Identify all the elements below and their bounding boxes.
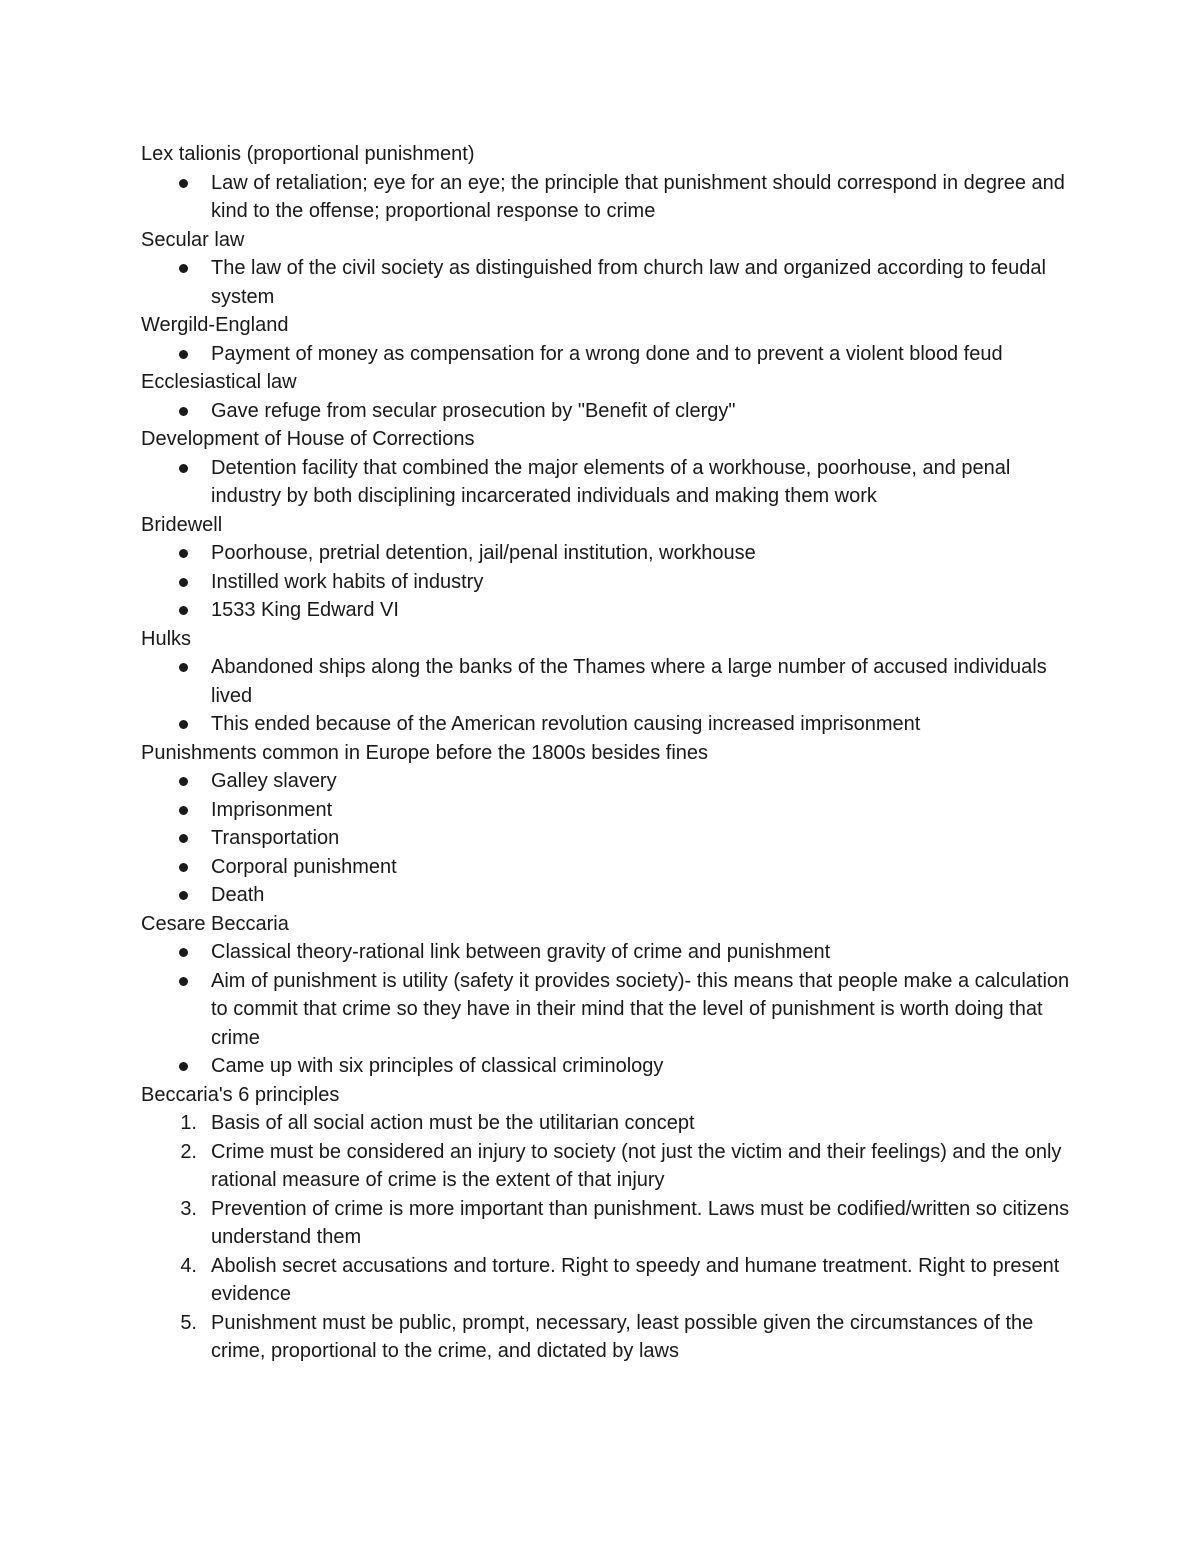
list-item-text: Prevention of crime is more important than punishment. Laws must be codified/written so citizens understand them [211, 1197, 1070, 1248]
list-item-text: The law of the civil society as distinguished from church law and organized according to feudal system [211, 257, 1046, 308]
list-item [141, 881, 1071, 910]
bullet-list [141, 254, 1071, 311]
list-item [141, 710, 1071, 739]
bullet-list [141, 653, 1071, 739]
list-item [141, 340, 1071, 369]
list-item-text: 1533 King Edward VI [211, 599, 399, 621]
list-number: 1. [180, 1112, 197, 1134]
list-item [141, 1052, 1071, 1081]
section-heading: Bridewell [141, 513, 223, 536]
list-item-text: Transportation [211, 827, 340, 849]
note-section [141, 368, 1071, 425]
list-item-text: Aim of punishment is utility (safety it provides society)- this means that people make a calculation to commit that crime so they have in their mind that the level of punishment is worth doing that crime [211, 969, 1070, 1049]
bullet-icon [179, 777, 188, 786]
list-item-text: Abolish secret accusations and torture. Right to speedy and humane treatment. Right to present evidence [211, 1254, 1060, 1305]
bullet-icon [179, 834, 188, 843]
bullet-icon [179, 464, 188, 473]
list-number: 3. [180, 1197, 197, 1220]
section-heading: Cesare Beccaria [141, 912, 289, 935]
numbered-list [141, 1109, 1071, 1366]
section-heading: Hulks [141, 627, 192, 650]
list-item [141, 254, 1071, 311]
list-number: 5. [180, 1311, 197, 1334]
note-section [141, 311, 1071, 368]
bullet-icon [179, 578, 188, 587]
list-item-text: This ended because of the American revolution causing increased imprisonment [211, 713, 921, 735]
list-item [141, 1109, 1071, 1138]
list-item [141, 454, 1071, 511]
list-item [141, 796, 1071, 825]
section-heading: Ecclesiastical law [141, 371, 297, 393]
list-item [141, 1195, 1071, 1252]
list-number: 2. [180, 1140, 197, 1163]
note-section [141, 910, 1071, 1081]
list-item-text: Poorhouse, pretrial detention, jail/penal institution, workhouse [211, 542, 756, 564]
list-item [141, 1252, 1071, 1309]
list-item-text: Law of retaliation; eye for an eye; the principle that punishment should correspond in degree and kind to the offense; proportional response to crime [211, 171, 1065, 222]
bullet-icon [179, 663, 188, 672]
list-item-text: Payment of money as compensation for a wrong done and to prevent a violent blood feud [211, 342, 1003, 365]
bullet-icon [179, 407, 188, 416]
list-item [141, 1138, 1071, 1195]
bullet-icon [179, 264, 188, 273]
bullet-icon [179, 948, 188, 957]
bullet-list [141, 539, 1071, 625]
list-item-text: Imprisonment [211, 798, 333, 821]
list-item [141, 967, 1071, 1053]
note-section [141, 140, 1071, 226]
bullet-icon [179, 1062, 188, 1071]
list-number: 4. [180, 1254, 197, 1277]
note-section [141, 1081, 1071, 1366]
section-heading: Punishments common in Europe before the 1800s besides fines [141, 741, 709, 764]
list-item [141, 568, 1071, 597]
bullet-list [141, 169, 1071, 226]
bullet-list [141, 340, 1071, 369]
bullet-icon [179, 549, 188, 558]
note-section [141, 625, 1071, 739]
bullet-icon [179, 977, 188, 986]
list-item [141, 169, 1071, 226]
section-heading: Lex talionis (proportional punishment) [141, 143, 475, 165]
list-item [141, 397, 1071, 426]
section-heading: Development of House of Corrections [141, 428, 475, 450]
section-heading: Beccaria's 6 principles [141, 1083, 340, 1106]
section-heading: Secular law [141, 228, 245, 251]
note-section [141, 425, 1071, 511]
list-item-text: Galley slavery [211, 770, 337, 792]
bullet-icon [179, 806, 188, 815]
bullet-icon [179, 179, 188, 188]
note-section [141, 511, 1071, 625]
list-item [141, 824, 1071, 853]
list-item [141, 853, 1071, 882]
bullet-icon [179, 350, 188, 359]
bullet-list [141, 397, 1071, 426]
list-item-text: Came up with six principles of classical criminology [211, 1055, 664, 1077]
document-page [141, 140, 1071, 1366]
list-item [141, 539, 1071, 568]
list-item-text: Corporal punishment [211, 855, 397, 878]
list-item-text: Punishment must be public, prompt, necessary, least possible given the circumstances of the crime, proportional to the crime, and dictated by laws [211, 1311, 1034, 1362]
bullet-icon [179, 863, 188, 872]
list-item-text: Basis of all social action must be the utilitarian concept [211, 1112, 695, 1134]
list-item [141, 596, 1071, 625]
bullet-list [141, 454, 1071, 511]
list-item-text: Instilled work habits of industry [211, 570, 484, 593]
list-item-text: Death [211, 884, 265, 906]
list-item-text: Gave refuge from secular prosecution by "Benefit of clergy" [211, 399, 736, 422]
bullet-list [141, 767, 1071, 910]
list-item-text: Classical theory-rational link between gravity of crime and punishment [211, 941, 831, 963]
bullet-icon [179, 891, 188, 900]
note-section [141, 739, 1071, 910]
bullet-icon [179, 720, 188, 729]
list-item-text: Abandoned ships along the banks of the Thames where a large number of accused individuals lived [211, 656, 1047, 707]
bullet-list [141, 938, 1071, 1081]
list-item [141, 938, 1071, 967]
bullet-icon [179, 606, 188, 615]
list-item [141, 1309, 1071, 1366]
list-item-text: Detention facility that combined the major elements of a workhouse, poorhouse, and penal industry by both disciplining incarcerated individuals and making them work [211, 456, 1011, 507]
section-heading: Wergild-England [141, 314, 289, 336]
list-item [141, 767, 1071, 796]
note-section [141, 226, 1071, 312]
list-item [141, 653, 1071, 710]
list-item-text: Crime must be considered an injury to society (not just the victim and their feelings) and the only rational measure of crime is the extent of that injury [211, 1140, 1062, 1191]
